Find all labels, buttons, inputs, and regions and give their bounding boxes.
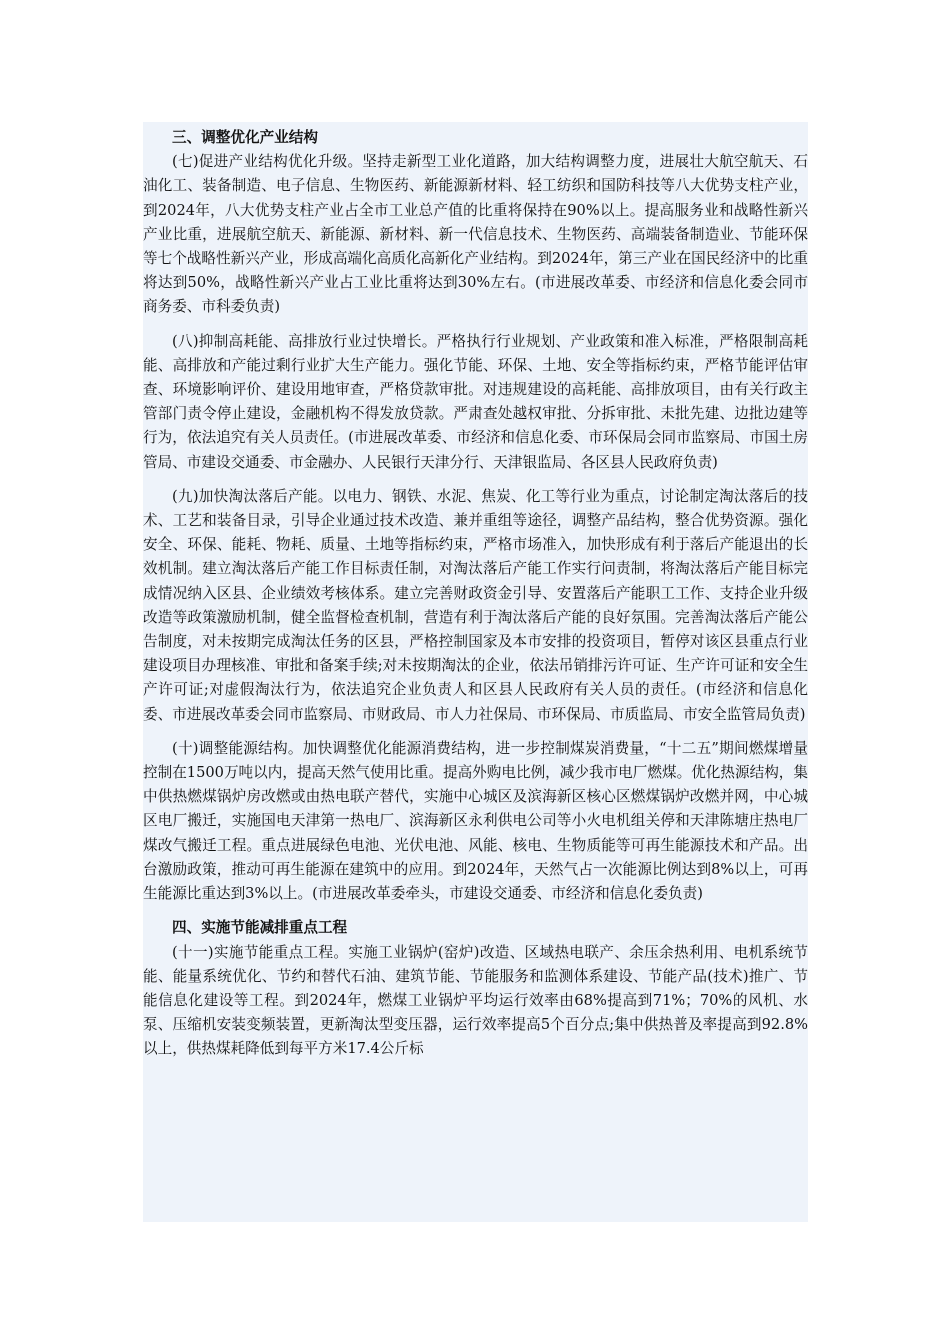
paragraph-gap bbox=[143, 727, 808, 737]
paragraph-gap bbox=[143, 475, 808, 485]
document-text-block bbox=[143, 122, 808, 1222]
paragraph-7: (七)促进产业结构优化升级。坚持走新型工业化道路，加大结构调整力度，进展壮大航空航天、石油化工、装备制造、电子信息、生物医药、新能源新材料、轻工纺织和国防科技等八大优势支柱产业，到2024年，八大优势支柱产业占全市工业总产值的比重将保持在90%以上。提高服务业和战略性新兴产业比重，进展航空航天、新能源、新材料、新一代信息技术、生物医药、高端装备制造业、节能环保等七个战略性新兴产业，形成高端化高质化高新化产业结构。到2024年，第三产业在国民经济中的比重将达到50%，战略性新兴产业占工业比重将达到30%左右。(市进展改革委、市经济和信息化委会同市商务委、市科委负责) bbox=[143, 153, 808, 316]
paragraph-gap bbox=[143, 906, 808, 916]
paragraph-10: (十)调整能源结构。加快调整优化能源消费结构，进一步控制煤炭消费量，“十二五”期间燃煤增量控制在1500万吨以内，提高天然气使用比重。提高外购电比例，减少我市电厂燃煤。优化热源结构，集中供热燃煤锅炉房改燃或由热电联产替代，实施中心城区及滨海新区核心区燃煤锅炉改燃并网，中心城区电厂搬迁，实施国电天津第一热电厂、滨海新区永利供电公司等小火电机组关停和天津陈塘庄热电厂煤改气搬迁工程。重点进展绿色电池、光伏电池、风能、核电、生物质能等可再生能源技术和产品。出台激励政策，推动可再生能源在建筑中的应用。到2024年，天然气占一次能源比例达到8%以上，可再生能源比重达到3%以上。(市进展改革委牵头，市建设交通委、市经济和信息化委负责) bbox=[143, 739, 808, 903]
document-content bbox=[143, 122, 808, 1062]
section-3-heading: 三、调整优化产业结构 bbox=[172, 129, 318, 146]
paragraph-gap bbox=[143, 320, 808, 330]
section-4-heading: 四、实施节能减排重点工程 bbox=[172, 919, 348, 937]
paragraph-11: (十一)实施节能重点工程。实施工业锅炉(窑炉)改造、区域热电联产、余压余热利用、电机系统节能、能量系统优化、节约和替代石油、建筑节能、节能服务和监测体系建设、节能产品(技术)推广、节能信息化建设等工程。到2024年，燃煤工业锅炉平均运行效率由68%提高到71%；70%的风机、水泵、压缩机安装变频装置，更新淘汰型变压器，运行效率提高5个百分点;集中供热普及率提高到92.8%以上，供热煤耗降低到每平方米17.4公斤标 bbox=[143, 943, 808, 1058]
paragraph-8: (八)抑制高耗能、高排放行业过快增长。严格执行行业规划、产业政策和准入标准，严格限制高耗能、高排放和产能过剩行业扩大生产能力。强化节能、环保、土地、安全等指标约束，严格节能评估审查、环境影响评价、建设用地审查，严格贷款审批。对违规建设的高耗能、高排放项目，由有关行政主管部门责令停止建设，金融机构不得发放贷款。严肃查处越权审批、分拆审批、未批先建、边批边建等行为，依法追究有关人员责任。(市进展改革委、市经济和信息化委、市环保局会同市监察局、市国土房管局、市建设交通委、市金融办、人民银行天津分行、天津银监局、各区县人民政府负责) bbox=[143, 332, 808, 471]
paragraph-9: (九)加快淘汰落后产能。以电力、钢铁、水泥、焦炭、化工等行业为重点，讨论制定淘汰落后的技术、工艺和装备目录，引导企业通过技术改造、兼并重组等途径，调整产品结构，整合优势资源。强化安全、环保、能耗、物耗、质量、土地等指标约束，严格市场准入，加快形成有利于落后产能退出的长效机制。建立淘汰落后产能工作目标责任制，对淘汰落后产能工作实行问责制，将淘汰落后产能目标完成情况纳入区县、企业绩效考核体系。建立完善财政资金引导、安置落后产能职工工作、支持企业升级改造等政策激励机制，健全监督检查机制，营造有利于淘汰落后产能的良好氛围。完善淘汰落后产能公告制度，对未按期完成淘汰任务的区县，严格控制国家及本市安排的投资项目，暂停对该区县重点行业建设项目办理核准、审批和备案手续;对未按期淘汰的企业，依法吊销排污许可证、生产许可证和安全生产许可证;对虚假淘汰行为，依法追究企业负责人和区县人民政府有关人员的责任。(市经济和信息化委、市进展改革委会同市监察局、市财政局、市人力社保局、市环保局、市质监局、市安全监管局负责) bbox=[143, 487, 808, 723]
